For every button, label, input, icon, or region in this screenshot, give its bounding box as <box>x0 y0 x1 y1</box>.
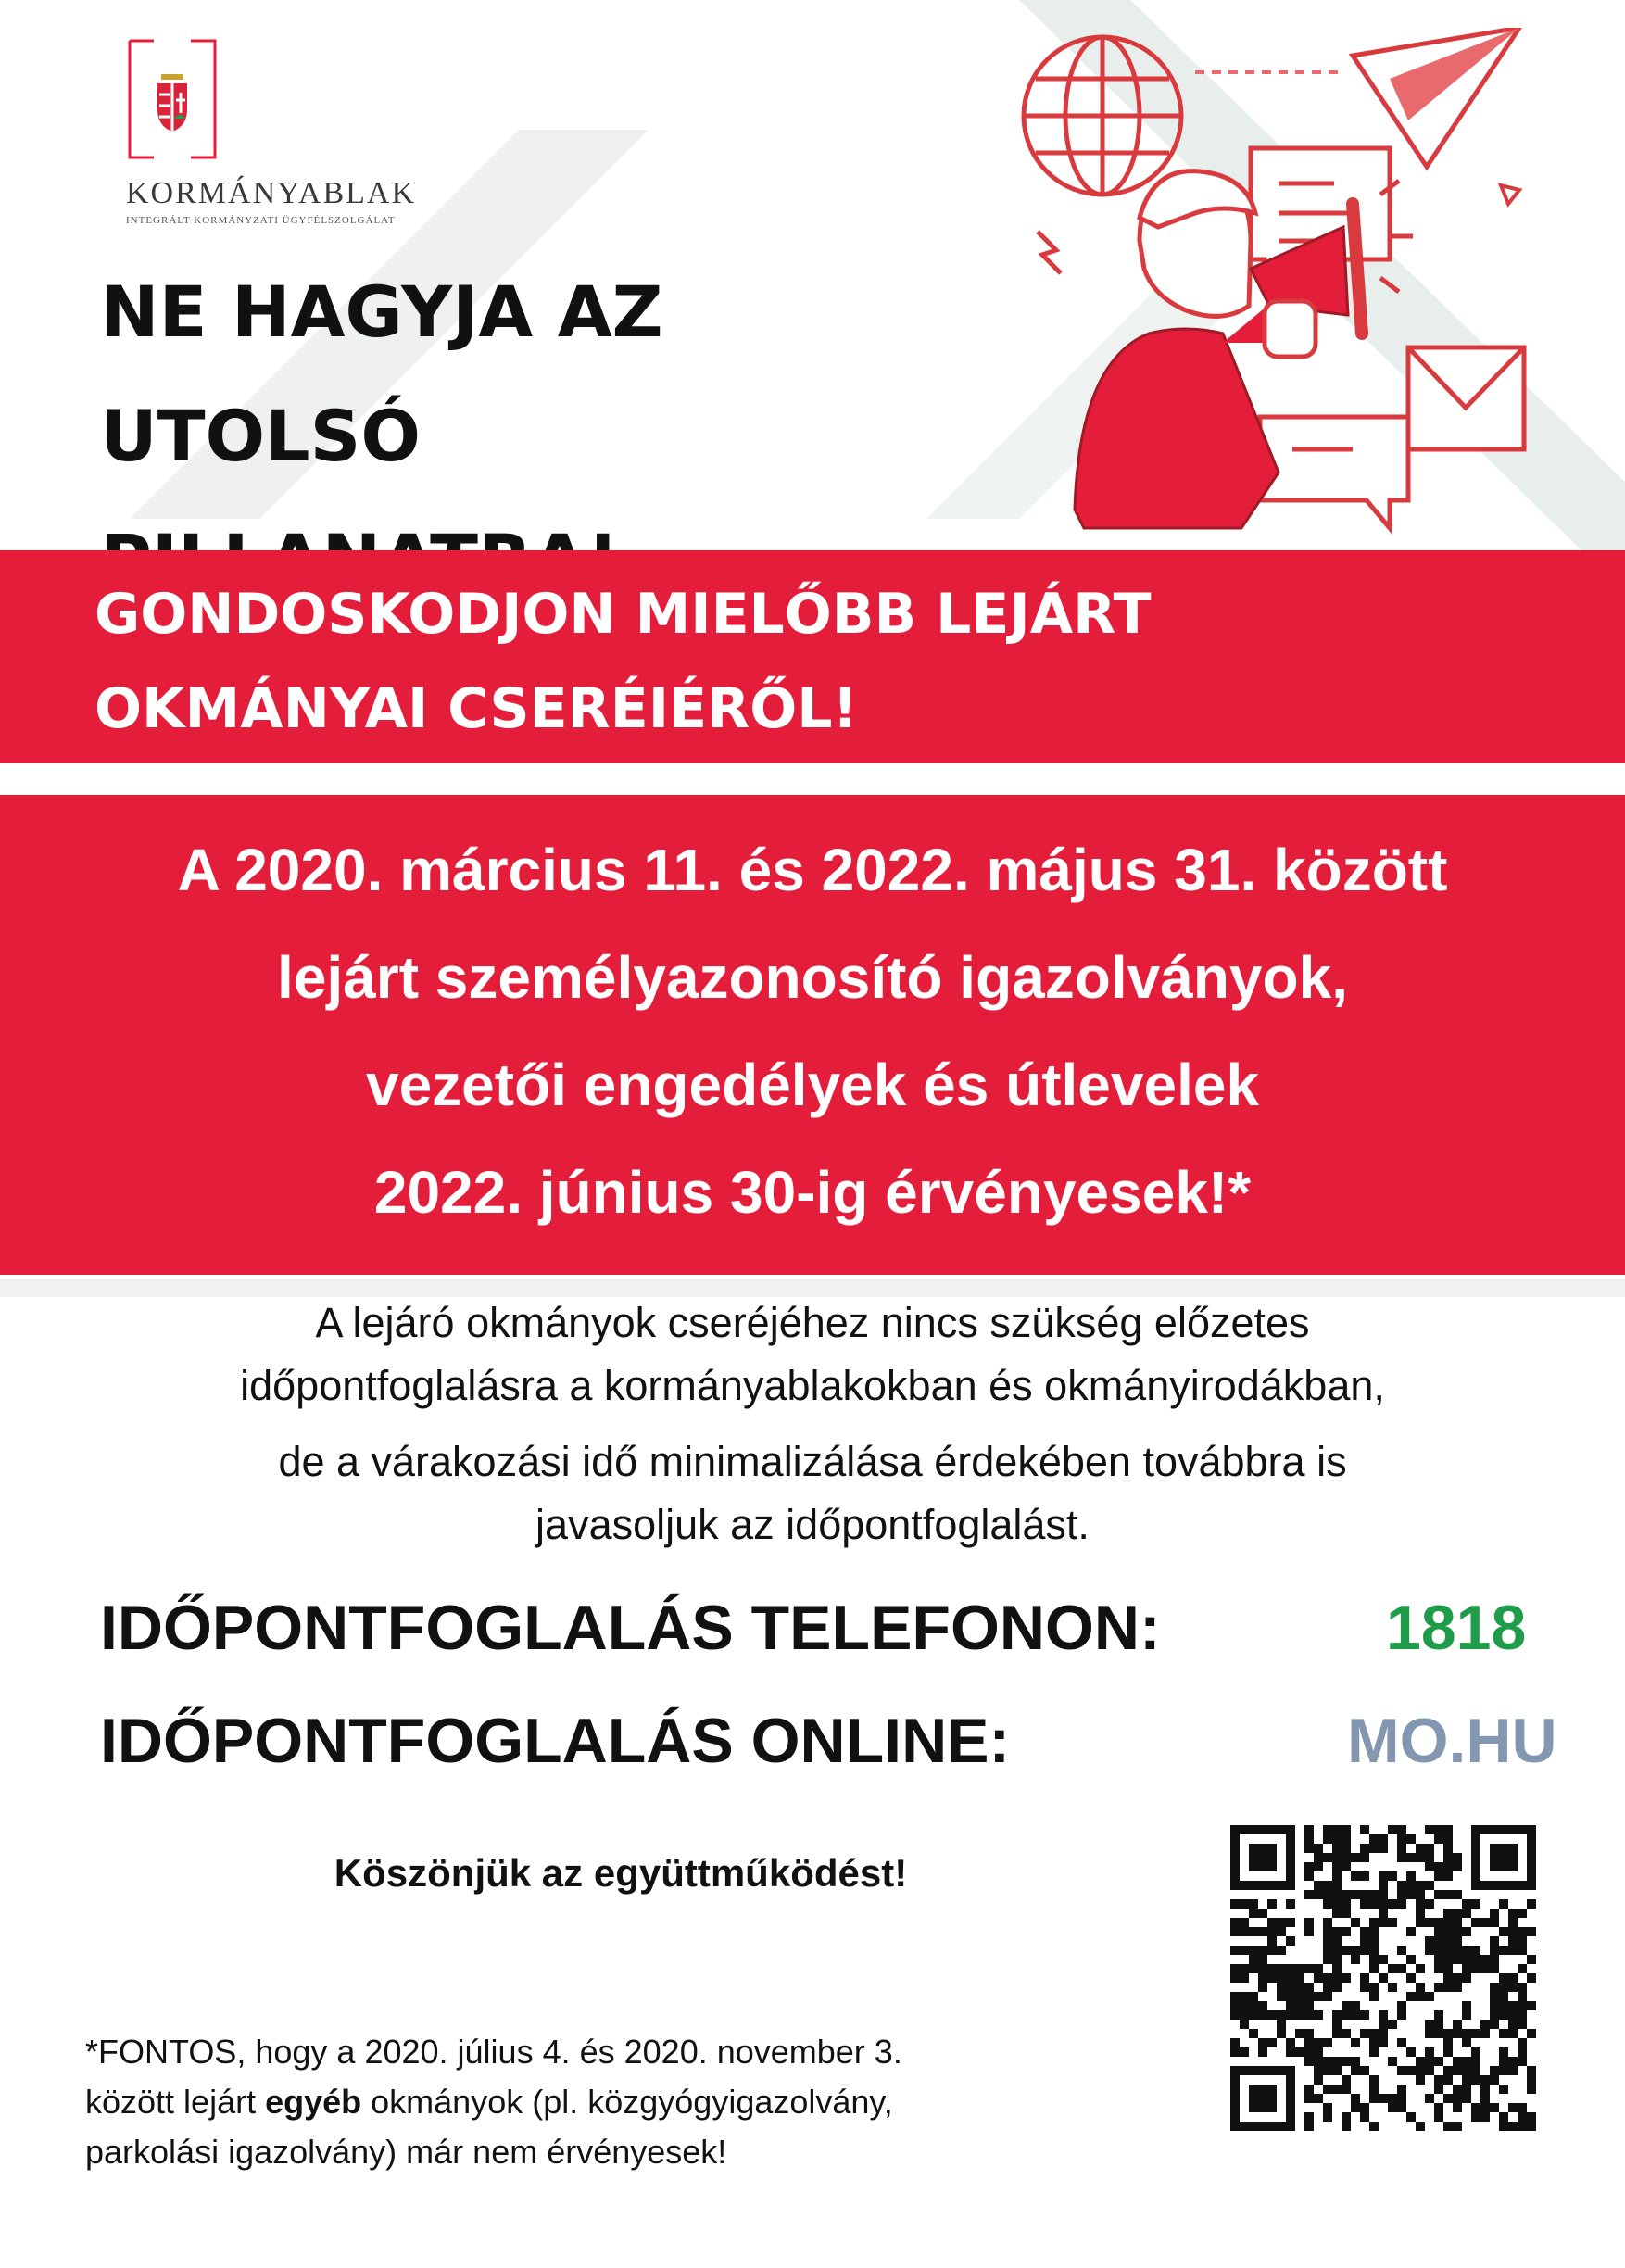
headline-line-2: UTOLSÓ <box>100 395 421 477</box>
logo-subtitle: INTEGRÁLT KORMÁNYZATI ÜGYFÉLSZOLGÁLAT <box>126 215 396 226</box>
illustration <box>1001 28 1556 547</box>
banner-validity <box>0 795 1625 1275</box>
thanks-message: Köszönjük az együttműködést! <box>334 1851 908 1895</box>
banner-validity-line-4: 2022. június 30-ig érvényesek!* <box>373 1159 1252 1226</box>
info-line-1: A lejáró okmányok cseréjéhez nincs szükség előzetes <box>315 1299 1310 1346</box>
banner-primary <box>0 550 1625 763</box>
phone-booking-number: 1818 <box>1386 1593 1527 1663</box>
kormanyablak-logo <box>126 37 417 226</box>
info-line-2: időpontfoglalásra a kormányablakokban és okmányirodákban, <box>240 1362 1385 1409</box>
online-booking-link: MO.HU <box>1347 1706 1557 1776</box>
banner-validity-line-3: vezetői engedélyek és útlevelek <box>365 1052 1260 1118</box>
phone-booking-label: IDŐPONTFOGLALÁS TELEFONON: <box>100 1593 1161 1663</box>
info-line-4: javasoljuk az időpontfoglalást. <box>535 1501 1090 1548</box>
globe-icon <box>1024 37 1181 195</box>
footnote-line-2 <box>85 2083 893 2122</box>
banner-validity-line-2: lejárt személyazonosító igazolványok, <box>277 944 1348 1011</box>
envelope-icon <box>1408 347 1524 449</box>
info-paragraph <box>0 1299 1625 1558</box>
online-booking-label: IDŐPONTFOGLALÁS ONLINE: <box>100 1706 1011 1776</box>
footnote-line-2-post: okmányok (pl. közgyógyigazolvány, <box>361 2083 893 2121</box>
qr-code-icon <box>1230 1825 1536 2131</box>
banner-primary-line-2: OKMÁNYAI CSERÉIÉRŐL! <box>94 676 858 741</box>
speech-bubble-icon-2 <box>1260 417 1408 528</box>
coat-of-arms-icon <box>126 37 219 162</box>
info-line-3: de a várakozási idő minimalizálása érdekében továbbra is <box>278 1438 1347 1485</box>
headline-line-1: NE HAGYJA AZ <box>100 271 663 353</box>
banner-validity-line-1: A 2020. március 11. és 2022. május 31. között <box>177 837 1448 903</box>
footnote-line-1: *FONTOS, hogy a 2020. július 4. és 2020. november 3. <box>85 2033 902 2071</box>
footnote-line-3: parkolási igazolvány) már nem érvényesek! <box>85 2133 727 2171</box>
footnote-emphasis: egyéb <box>265 2083 362 2121</box>
logo-name: KORMÁNYABLAK <box>126 176 417 210</box>
banner-primary-line-1: GONDOSKODJON MIELŐBB LEJÁRT <box>94 582 1152 647</box>
footnote-line-2-pre: között lejárt <box>85 2083 266 2121</box>
